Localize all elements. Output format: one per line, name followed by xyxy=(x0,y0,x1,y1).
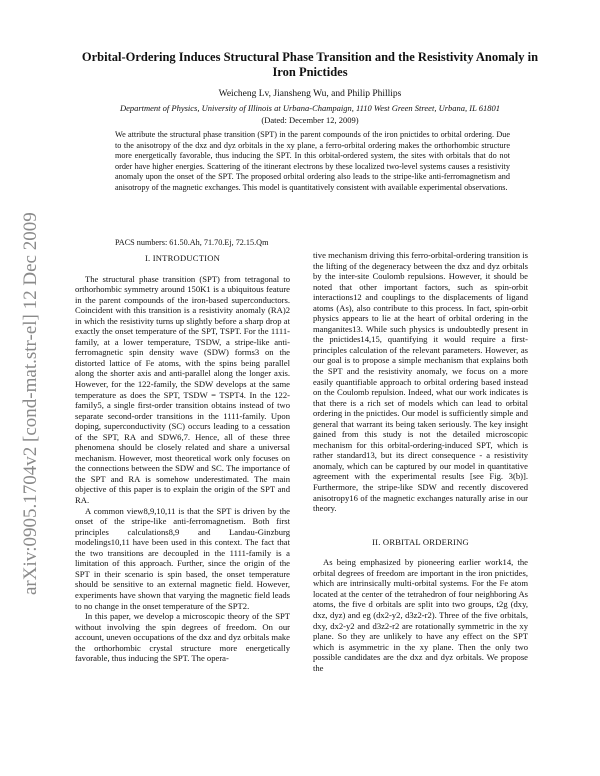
date-line: (Dated: December 12, 2009) xyxy=(261,115,359,125)
authors: Weicheng Lv, Jiansheng Wu, and Philip Phillips xyxy=(218,89,402,99)
affiliation: Department of Physics, University of Illinois at Urbana-Champaign, 1110 West Green Street, Urbana, IL 61801 xyxy=(119,103,501,113)
paragraph: The structural phase transition (SPT) from tetragonal to orthorhombic symmetry around 150K1 is a ubiquitous feature in the parent compounds of the iron-based superconductors. Coincident with this transition is a resistivity anomaly (RA)2 in which the resistivity turns up slightly before a sharp drop at exactly the onset temperature of the SPT, TSPT. For the 1111-family, at a lower temperature, TSDW, a stripe-like anti-ferromagnetic spin density wave (SDW) forms3 on the distorted lattice of Fe atoms, with the spins being parallel along the shorter axis and anti-parallel along the longer axis. However, for the 122-family, the SDW develops at the same temperature as does the SPT, TSDW = TSPT4. In the 122-family5, a single first-order transition obtains instead of two separate second-order transitions in the 1111-family. Upon doping, superconductivity (SC) occurs leading to a cessation of the SPT, RA and SDW6,7. Hence, all of these three phenomena should be closely related and share a universal mechanism. However, most theoretical work only focuses on the connections between the SDW and SC. The importance of the SPT and RA is somehow underestimated. The main objective of this paper is to explain the origin of the SPT and RA. xyxy=(75,273,290,506)
section-heading-introduction: I. INTRODUCTION xyxy=(144,253,221,263)
paragraph: As being emphasized by pioneering earlier work14, the orbital degrees of freedom are important in the iron pnictides, which are intrinsically multi-orbital systems. For the Fe atom located at the center of the tetrahedron of four neighboring As atoms, the five d orbitals are split into two groups, t2g (dxy, dxz, dyz) and eg (dx2-y2, d3z2-r2). Three of the five orbitals, dxy, dx2-y2 and d3z2-r2 are rotationally symmetric in the xy plane. So they are unlikely to have any effect on the SPT which is asymmetric in the xy plane. Then the only two possible candidates are the dxz and dyz orbitals. We propose the xyxy=(313,557,528,673)
arxiv-stamp xyxy=(8,170,48,600)
paragraph: A common view8,9,10,11 is that the SPT is driven by the onset of the stripe-like anti-ferromagnetism. Both first principles calculations8,9 and Landau-Ginzburg modelings10,11 have been used in this context. The fact that the two transitions are decoupled in the 1111-family is a limitation of this approach. Further, since the origin of the SPT in their scenario is spin based, the onset temperature should be sensitive to an external magnetic field. However, experiments have shown that varying the magnetic field leads to no change in the onset temperature of the SPT2. xyxy=(75,505,290,611)
pacs-numbers: PACS numbers: 61.50.Ah, 71.70.Ej, 72.15.Qm xyxy=(115,238,269,247)
title-line-2: Iron Pnictides xyxy=(272,65,348,79)
section-heading-orbital-ordering: II. ORBITAL ORDERING xyxy=(372,536,469,547)
paragraph: tive mechanism driving this ferro-orbital-ordering transition is the lifting of the degeneracy between the dxz and dyz orbitals by the inter-site Coulomb repulsions. However, it should be noted that other important factors, such as spin-orbit interactions12 and couplings to the displacements of ligand atoms (As), also contribute to this process. In fact, spin-orbit physics appears to lie at the heart of orbital ordering in the manganites13. While such physics is undoubtedly present in the pnictides14,15, quantifying it would require a first-principles calculation of the relevant parameters. However, as our goal is to propose a simple mechanism that explains both the SPT and the resistivity anomaly, we focus on a more easily quantifiable approach to orbital ordering based instead on the Coulomb repulsion. Indeed, what our work indicates is that there is a rich set of models which can lead to orbital ordering in the pnictides. Our model is sufficiently simple and general that warrant its being taken seriously. The key insight gained from this study is not the detailed microscopic mechanism for this orbital-ordering-induced SPT, which is rather standard13, but its direct consequence - a resistivity anomaly, which can be captured by our model in quantitative agreement with the experimental results [see Fig. 3(b)]. Furthermore, the stripe-like SDW and recently discovered anisotropy16 of the magnetic exchanges naturally arise in our theory. xyxy=(313,250,528,514)
title-line-1: Orbital-Ordering Induces Structural Phase Transition and the Resistivity Anomaly in xyxy=(81,50,539,64)
paper-title xyxy=(70,50,550,80)
left-column xyxy=(75,250,290,664)
paragraph: In this paper, we develop a microscopic theory of the SPT without involving the spin degrees of freedom. On our account, uneven occupations of the dxz and dyz orbitals make the orthorhombic crystal structure more energetically favorable, thus inducing the SPT. The opera- xyxy=(75,611,290,664)
abstract: We attribute the structural phase transition (SPT) in the parent compounds of the iron pnictides to orbital ordering. Due to the anisotropy of the dxz and dyz orbitals in the xy plane, a ferro-orbital ordering makes the orthorhombic structure more energetically favorable, thus inducing the SPT. In this orbital-ordered system, the sites with orbitals that do not order have higher energies. Scattering of the itinerant electrons by these localized two-level systems causes a resistivity anomaly upon the onset of the SPT. The proposed orbital ordering also leads to the stripe-like anti-ferromagnetism and anisotropy of the magnetic exchanges. This model is quantitatively consistent with available experimental observations. xyxy=(115,130,510,192)
right-column xyxy=(313,250,528,673)
arxiv-stamp-text: arXiv:0905.1704v2 [cond-mat.str-el] 12 Dec 2009 xyxy=(20,212,41,595)
